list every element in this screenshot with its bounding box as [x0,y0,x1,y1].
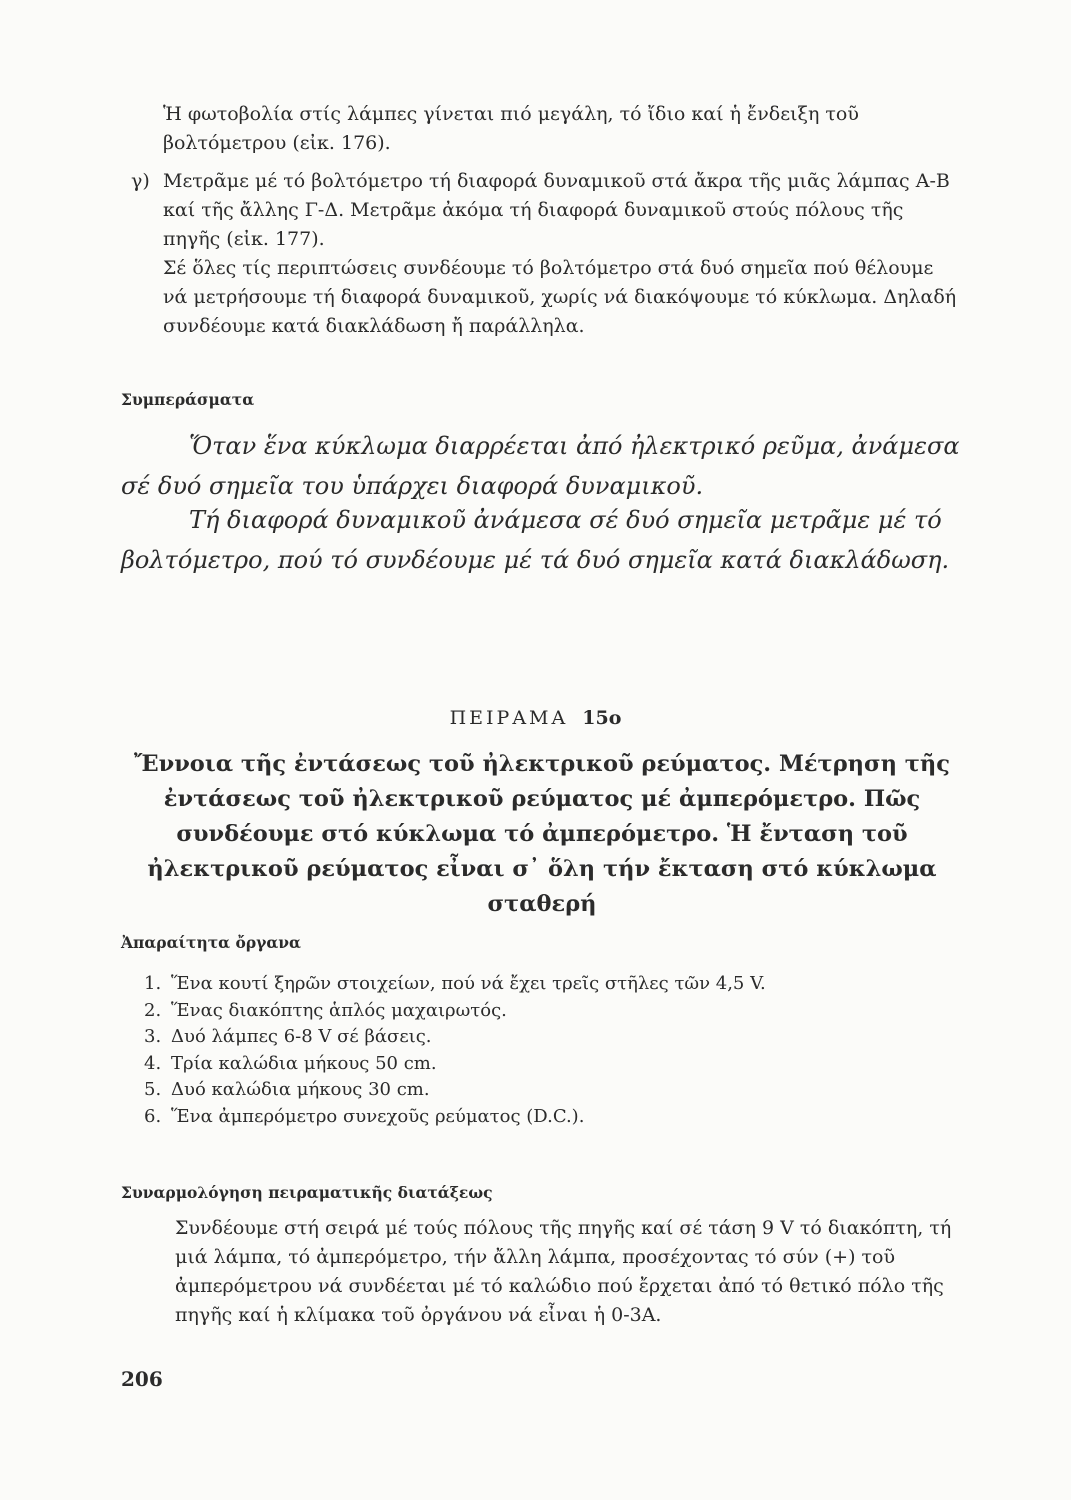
list-item [144,973,766,1000]
page-number: 206 [121,1367,163,1391]
paragraph-parallel-connection: Σέ ὅλες τίς περιπτώσεις συνδέουμε τό βολτόμετρο στά δυό σημεῖα πού θέλουμε νά μετρήσουμε τή διαφορά δυναμικοῦ, χωρίς νά διακόψουμε τό κύκλωμα. Δηλαδή συνδέουμε κατά διακλάδωση ἤ παράλληλα. [163,257,957,337]
paragraph-lamp-brightness: Ἡ φωτοβολία στίς λάμπες γίνεται πιό μεγάλη, τό ἴδιο καί ἡ ἔνδειξη τοῦ βολτόμετρου (εἰκ. 176). [163,103,859,154]
experiment-heading [0,707,1071,729]
list-number: 6. [144,1105,162,1127]
instruments-heading: Ἀπαραίτητα ὄργανα [121,933,301,952]
conclusion-1 [121,426,966,506]
conclusion-1-text: Ὅταν ἕνα κύκλωμα διαρρέεται ἀπό ἠλεκτρικό ρεῦμα, ἀνάμεσα σέ δυό σημεῖα του ὑπάρχει διαφορά δυναμικοῦ. [121,432,960,500]
list-number: 4. [144,1052,162,1074]
item-label-g: γ) [131,170,150,192]
conclusion-2-text: Τή διαφορά δυναμικοῦ ἀνάμεσα σέ δυό σημεῖα μετρᾶμε μέ τό βολτόμετρο, πού τό συνδέουμε μέ τά δυό σημεῖα κατά διακλάδωση. [121,506,950,574]
paragraph-measure-voltage: Μετρᾶμε μέ τό βολτόμετρο τή διαφορά δυναμικοῦ στά ἄκρα τῆς μιᾶς λάμπας Α-Β καί τῆς ἄλλης Γ-Δ. Μετρᾶμε ἀκόμα τή διαφορά δυναμικοῦ στούς πόλους τῆς πηγῆς (εἰκ. 177). [163,170,950,250]
assembly-paragraph: Συνδέουμε στή σειρά μέ τούς πόλους τῆς πηγῆς καί σέ τάση 9 V τό διακόπτη, τή μιά λάμπα, τό ἀμπερόμετρο, τήν ἄλλη λάμπα, προσέχοντας τό σύν (+) τοῦ ἀμπερόμετρου νά συνδέεται μέ τό καλώδιο πού ἔρχεται ἀπό τό θετικό πόλο τῆς πηγῆς καί ἡ κλίμακα τοῦ ὀργάνου νά εἶναι ἡ 0-3Α. [175,1217,952,1326]
assembly-heading: Συναρμολόγηση πειραματικῆς διατάξεως [121,1183,493,1202]
list-text: Δυό λάμπες 6-8 V σέ βάσεις. [171,1026,432,1047]
conclusions-heading: Συμπεράσματα [121,390,255,409]
list-text: Ἕνα ἀμπερόμετρο συνεχοῦς ρεύματος (D.C.). [171,1105,585,1127]
experiment-number: 15ο [582,707,622,729]
list-text: Τρία καλώδια μήκους 50 cm. [171,1052,437,1074]
list-number: 1. [144,973,162,994]
list-text: Ἕνας διακόπτης ἁπλός μαχαιρωτός. [171,999,507,1021]
list-item [144,1053,766,1080]
list-number: 2. [144,999,162,1021]
instruments-list [144,973,766,1132]
list-number: 3. [144,1026,162,1047]
experiment-title: ΠΕΙΡΑΜΑ [449,707,569,729]
list-item [144,1106,766,1133]
list-item [144,1026,766,1053]
experiment-description: Ἔννοια τῆς ἐντάσεως τοῦ ἠλεκτρικοῦ ρεύματος. Μέτρηση τῆς ἐντάσεως τοῦ ἠλεκτρικοῦ ρεύματος μέ ἀμπερόμετρο. Πῶς συνδέουμε στό κύκλωμα τό ἀμπερόμετρο. Ἡ ἔνταση τοῦ ἠλεκτρικοῦ ρεύματος εἶναι σ᾽ ὅλη τήν ἔκταση στό κύκλωμα σταθερή [133,751,950,917]
conclusion-2 [121,500,966,580]
list-item [144,1079,766,1106]
list-text: Ἕνα κουτί ξηρῶν στοιχείων, πού νά ἔχει τρεῖς στῆλες τῶν 4,5 V. [171,973,766,994]
list-number: 5. [144,1079,162,1100]
list-item [144,1000,766,1027]
list-text: Δυό καλώδια μήκους 30 cm. [171,1079,430,1100]
